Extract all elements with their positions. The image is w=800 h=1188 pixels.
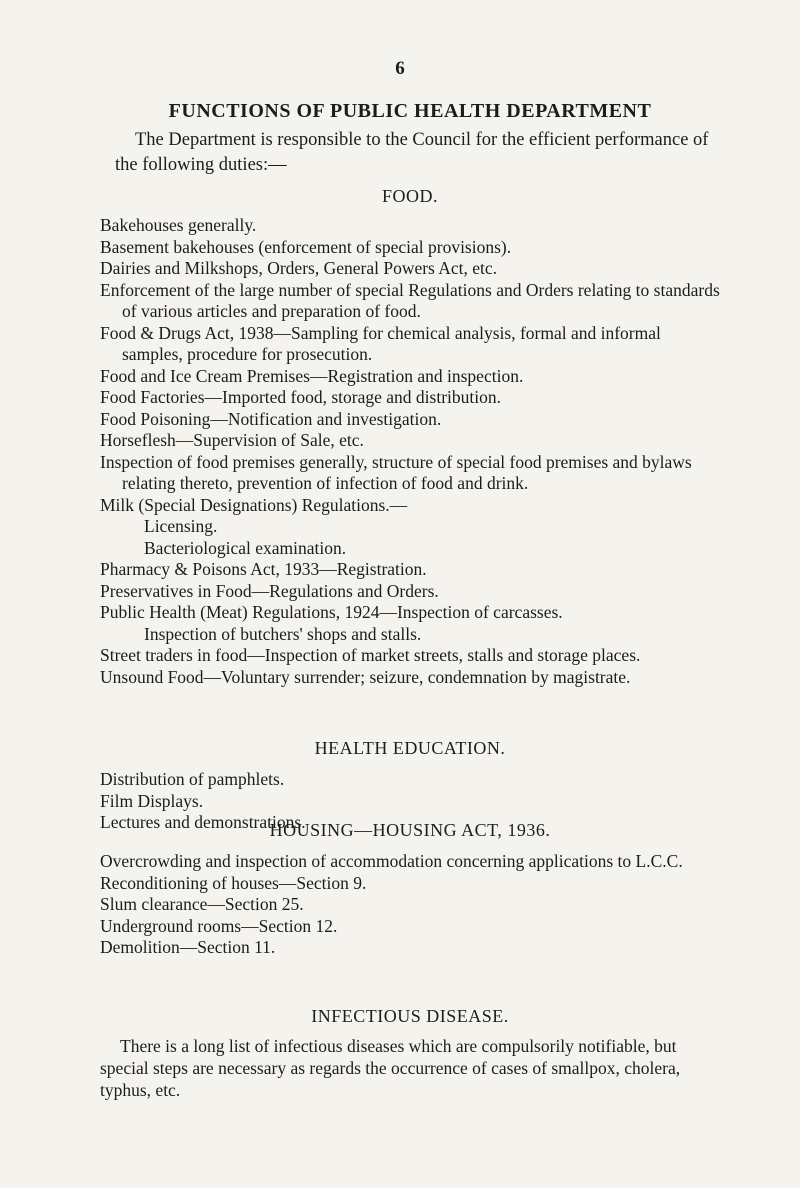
section-heading-infectious-disease: INFECTIOUS DISEASE.	[311, 1006, 509, 1026]
list-subitem: Licensing.	[144, 516, 218, 536]
food-section	[100, 186, 720, 688]
list-item: Food Factories—Imported food, storage and distribution.	[100, 387, 501, 407]
list-item: Public Health (Meat) Regulations, 1924—Inspection of carcasses.	[100, 602, 563, 622]
list-item: Food Poisoning—Notification and investigation.	[100, 408, 442, 429]
list-item: Basement bakehouses (enforcement of special provisions).	[100, 236, 512, 257]
infectious-disease-paragraph: There is a long list of infectious diseases which are compulsorily notifiable, but special steps are necessary as regards the occurrence of cases of smallpox, cholera, typhus, etc.	[100, 1036, 681, 1100]
list-item: Pharmacy & Poisons Act, 1933—Registration.	[100, 559, 427, 579]
list-subitem: Bacteriological examination.	[144, 537, 347, 558]
section-heading-housing: HOUSING—HOUSING ACT, 1936.	[269, 820, 551, 840]
list-item: Preservatives in Food—Regulations and Orders.	[100, 580, 439, 601]
list-item: Milk (Special Designations) Regulations.—	[100, 494, 408, 515]
list-item: Underground rooms—Section 12.	[100, 915, 338, 936]
list-item: Demolition—Section 11.	[100, 937, 276, 957]
list-item: Inspection of food premises generally, structure of special food premises and bylaws relating thereto, prevention of infection of food and drink.	[100, 451, 692, 493]
intro-paragraph: The Department is responsible to the Council for the efficient performance of the following duties:—	[115, 130, 709, 175]
page-title: FUNCTIONS OF PUBLIC HEALTH DEPARTMENT	[168, 100, 652, 122]
list-item: Dairies and Milkshops, Orders, General Powers Act, etc.	[100, 258, 498, 278]
list-item: Street traders in food—Inspection of market streets, stalls and storage places.	[100, 645, 641, 665]
section-heading-food: FOOD.	[381, 186, 438, 206]
list-item: Bakehouses generally.	[100, 215, 257, 235]
housing-section	[100, 820, 720, 959]
page-number: 6	[395, 58, 405, 79]
list-item: Food & Drugs Act, 1938—Sampling for chemical analysis, formal and informal samples, procedure for prosecution.	[100, 322, 661, 364]
infectious-disease-section	[100, 1006, 720, 1101]
list-item: Unsound Food—Voluntary surrender; seizure, condemnation by magistrate.	[100, 666, 631, 687]
list-item: Distribution of pamphlets.	[100, 769, 285, 789]
list-item: Horseflesh—Supervision of Sale, etc.	[100, 430, 364, 450]
list-item: Film Displays.	[100, 790, 204, 811]
list-item: Food and Ice Cream Premises—Registration and inspection.	[100, 365, 524, 386]
list-item: Overcrowding and inspection of accommodation concerning applications to L.C.C.	[100, 851, 683, 871]
list-subitem: Inspection of butchers' shops and stalls.	[144, 623, 422, 644]
list-item: Reconditioning of houses—Section 9.	[100, 872, 367, 893]
list-item: Lectures and demonstrations.	[100, 812, 306, 832]
list-item: Slum clearance—Section 25.	[100, 894, 304, 914]
list-item: Enforcement of the large number of special Regulations and Orders relating to standards of various articles and preparation of food.	[100, 279, 720, 321]
section-heading-health-education: HEALTH EDUCATION.	[314, 738, 506, 758]
